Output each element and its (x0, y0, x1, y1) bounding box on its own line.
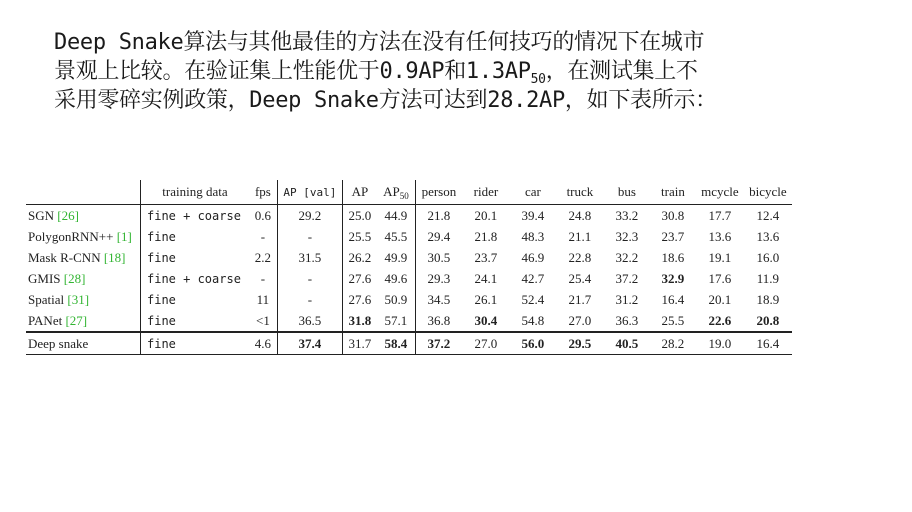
header-rider: rider (462, 180, 510, 205)
cell-person: 29.3 (415, 268, 462, 289)
citation-link[interactable]: [1] (116, 228, 132, 244)
cell-training-data: fine (141, 289, 249, 310)
table-row (26, 310, 792, 332)
paragraph-line: 采用零碎实例政策，Deep Snake方法可达到28.2AP，如下表所示： (54, 88, 717, 113)
cell-method (26, 310, 141, 332)
cell-ap: 27.6 (342, 268, 377, 289)
cell-car: 46.9 (521, 249, 545, 265)
cell-train: 25.5 (661, 312, 685, 328)
cell-ap: 31.7 (342, 332, 377, 355)
cell-training-data: fine (141, 332, 249, 355)
cell-car: 52.4 (521, 291, 545, 307)
cell-truck: 27.0 (568, 312, 592, 328)
method-name: SGN (28, 207, 58, 223)
cell-train: 23.7 (661, 228, 685, 244)
cell-rider: 27.0 (462, 332, 510, 355)
cell-rider: 23.7 (474, 249, 498, 265)
cell-mcycle: 22.6 (708, 312, 732, 328)
cell-ap-val: 31.5 (277, 247, 342, 268)
table-row (26, 226, 792, 247)
cell-fps: - (260, 228, 266, 244)
cell-ap-val: - (277, 289, 342, 310)
paragraph-text: 景观上比较。在验证集上性能优于0.9AP和1.3AP (54, 59, 531, 84)
cell-bicycle: 18.9 (756, 291, 780, 307)
cell-bicycle: 13.6 (756, 228, 780, 244)
cell-truck: 29.5 (556, 332, 604, 355)
cell-train: 30.8 (661, 207, 685, 223)
cell-ap: 26.2 (342, 247, 377, 268)
header-bus: bus (604, 180, 650, 205)
header-training-data: training data (141, 180, 249, 205)
header-train: train (650, 180, 696, 205)
cell-truck: 21.7 (568, 291, 592, 307)
cell-person: 37.2 (415, 332, 462, 355)
header-ap-val-text: AP [val] (283, 186, 337, 199)
citation-link[interactable]: [26] (57, 207, 79, 223)
header-truck: truck (556, 180, 604, 205)
cell-bicycle: 11.9 (756, 270, 780, 286)
header-ap50-sub: 50 (399, 190, 409, 201)
cell-person: 21.8 (415, 205, 462, 227)
cell-mcycle: 13.6 (708, 228, 732, 244)
cell-ap50: 44.9 (384, 207, 408, 223)
method-name: PANet (28, 312, 66, 328)
cell-fps: - (260, 270, 266, 286)
cell-car: 54.8 (521, 312, 545, 328)
header-car: car (510, 180, 556, 205)
cell-fps: 0.6 (254, 207, 272, 223)
cell-fps: 4.6 (249, 332, 278, 355)
cell-bicycle: 12.4 (756, 207, 780, 223)
method-name: GMIS (28, 270, 64, 286)
citation-link[interactable]: [18] (103, 249, 126, 265)
cell-ap-val: 37.4 (277, 332, 342, 355)
cell-person: 29.4 (415, 226, 462, 247)
header-mcycle: mcycle (696, 180, 744, 205)
cell-bicycle: 16.0 (756, 249, 780, 265)
cell-ap50: 58.4 (377, 332, 416, 355)
cell-fps: <1 (256, 312, 270, 328)
table-row (26, 205, 792, 227)
cell-ap50: 49.9 (384, 249, 408, 265)
cell-rider: 24.1 (474, 270, 498, 286)
cell-fps: 2.2 (254, 249, 272, 265)
cell-bus: 37.2 (615, 270, 639, 286)
cell-training-data: fine + coarse (141, 268, 249, 289)
cell-ap: 25.0 (342, 205, 377, 227)
table-row (26, 247, 792, 268)
method-name: PolygonRNN++ (28, 228, 117, 244)
cell-ap50: 57.1 (384, 312, 408, 328)
cell-bus: 40.5 (604, 332, 650, 355)
cell-training-data: fine + coarse (141, 205, 249, 227)
cell-truck: 22.8 (568, 249, 592, 265)
header-bicycle: bicycle (744, 180, 792, 205)
cell-train: 16.4 (661, 291, 685, 307)
cell-method (26, 289, 141, 310)
cell-rider: 26.1 (474, 291, 498, 307)
cell-ap: 31.8 (342, 310, 377, 332)
header-ap50-main: AP (383, 183, 400, 199)
cell-method (26, 226, 141, 247)
table-row (26, 289, 792, 310)
cell-training-data: fine (141, 310, 249, 332)
citation-link[interactable]: [27] (65, 312, 88, 328)
cell-truck: 25.4 (568, 270, 592, 286)
table-row (26, 268, 792, 289)
cell-ap-val: - (277, 226, 342, 247)
paragraph-line (54, 57, 854, 86)
cell-ap-val: 29.2 (277, 205, 342, 227)
cell-car: 42.7 (521, 270, 545, 286)
header-ap: AP (342, 180, 377, 205)
cell-ap50: 50.9 (384, 291, 408, 307)
cell-bus: 32.2 (615, 249, 639, 265)
cell-car: 48.3 (521, 228, 545, 244)
cell-ap: 25.5 (342, 226, 377, 247)
cell-ap50: 45.5 (384, 228, 408, 244)
table-row (26, 332, 792, 355)
cell-ap50: 49.6 (384, 270, 408, 286)
cell-bus: 32.3 (615, 228, 639, 244)
cell-method (26, 268, 141, 289)
cell-mcycle: 19.1 (708, 249, 732, 265)
citation-link[interactable]: [28] (63, 270, 86, 286)
cell-ap-val: - (277, 268, 342, 289)
citation-link[interactable]: [31] (67, 291, 90, 307)
cell-train: 32.9 (661, 270, 685, 286)
cell-method (26, 247, 141, 268)
cell-truck: 24.8 (568, 207, 592, 223)
cell-car: 39.4 (521, 207, 545, 223)
paragraph-text: ，在测试集上不 (545, 59, 698, 84)
cell-bus: 31.2 (615, 291, 639, 307)
paragraph-line: Deep Snake算法与其他最佳的方法在没有任何技巧的情况下在城市 (54, 30, 705, 55)
cell-ap-val: 36.5 (277, 310, 342, 332)
table-header-row (26, 180, 792, 205)
cell-rider: 21.8 (474, 228, 498, 244)
cell-bus: 33.2 (615, 207, 639, 223)
cell-car: 56.0 (510, 332, 556, 355)
cell-truck: 21.1 (568, 228, 592, 244)
cell-ap: 27.6 (342, 289, 377, 310)
cell-method (26, 205, 141, 227)
cell-mcycle: 17.7 (708, 207, 732, 223)
cell-mcycle: 20.1 (708, 291, 732, 307)
cell-mcycle: 19.0 (696, 332, 744, 355)
header-ap50 (377, 180, 416, 205)
header-method (26, 180, 141, 205)
header-person: person (415, 180, 462, 205)
intro-paragraph (54, 28, 854, 115)
cell-training-data: fine (141, 247, 249, 268)
method-name: Deep snake (28, 335, 89, 351)
cell-fps: 11 (256, 291, 270, 307)
cell-person: 30.5 (415, 247, 462, 268)
cell-rider: 20.1 (474, 207, 498, 223)
cell-method (26, 332, 141, 355)
header-ap-val (277, 180, 342, 205)
method-name: Spatial (28, 291, 68, 307)
cell-rider: 30.4 (474, 312, 498, 328)
cell-bicycle: 20.8 (756, 312, 780, 328)
cell-bicycle: 16.4 (744, 332, 792, 355)
subscript: 50 (530, 72, 546, 87)
cell-mcycle: 17.6 (708, 270, 732, 286)
cell-training-data: fine (141, 226, 249, 247)
cell-person: 36.8 (415, 310, 462, 332)
results-table (26, 180, 792, 355)
method-name: Mask R-CNN (28, 249, 104, 265)
cell-bus: 36.3 (615, 312, 639, 328)
header-fps: fps (249, 180, 278, 205)
cell-person: 34.5 (415, 289, 462, 310)
cell-train: 28.2 (650, 332, 696, 355)
cell-train: 18.6 (661, 249, 685, 265)
